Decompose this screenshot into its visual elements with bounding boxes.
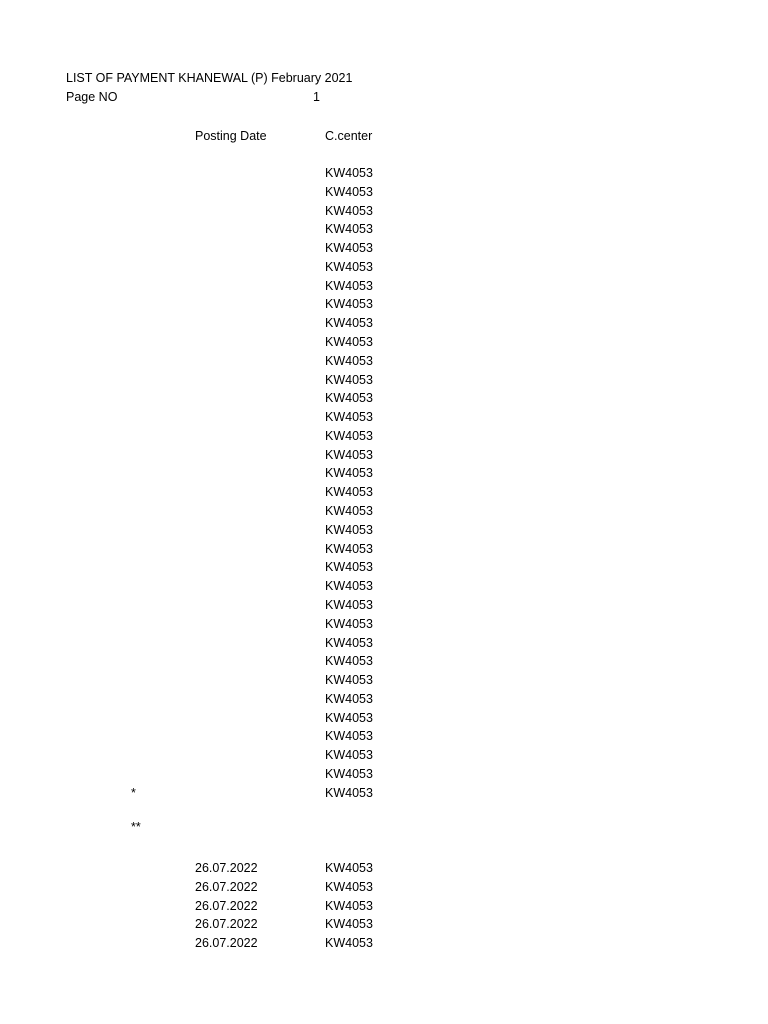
row-cost-center: KW4053: [325, 241, 373, 256]
table-row: [0, 636, 768, 655]
row-cost-center: KW4053: [325, 616, 373, 631]
table-row: [0, 185, 768, 204]
table-row: [0, 673, 768, 692]
table-row: [0, 466, 768, 485]
table-row: [0, 861, 768, 880]
row-cost-center: KW4053: [325, 691, 373, 706]
row-cost-center: KW4053: [325, 485, 373, 500]
row-cost-center: KW4053: [325, 560, 373, 575]
table-row: [0, 711, 768, 730]
row-cost-center: KW4053: [325, 466, 373, 481]
row-cost-center: KW4053: [325, 522, 373, 537]
row-cost-center: KW4053: [325, 203, 373, 218]
row-cost-center: KW4053: [325, 316, 373, 331]
group-marker-double: **: [131, 820, 141, 834]
row-posting-date: 26.07.2022: [195, 936, 258, 950]
table-row: [0, 166, 768, 185]
column-header-cost-center: C.center: [325, 129, 373, 143]
row-marker: *: [131, 785, 136, 800]
table-row: [0, 448, 768, 467]
row-cost-center: KW4053: [325, 410, 373, 425]
row-cost-center: KW4053: [325, 166, 373, 180]
row-cost-center: KW4053: [325, 635, 373, 650]
column-header-posting-date: Posting Date: [195, 129, 267, 143]
row-cost-center: KW4053: [325, 335, 373, 350]
row-cost-center: KW4053: [325, 936, 373, 950]
row-cost-center: KW4053: [325, 766, 373, 781]
table-row: [0, 335, 768, 354]
row-cost-center: KW4053: [325, 654, 373, 669]
row-cost-center: KW4053: [325, 504, 373, 519]
table-row: [0, 297, 768, 316]
table-row: [0, 222, 768, 241]
table-row: [0, 279, 768, 298]
row-cost-center: KW4053: [325, 428, 373, 443]
row-cost-center: KW4053: [325, 541, 373, 556]
table-row: [0, 899, 768, 918]
row-cost-center: KW4053: [325, 278, 373, 293]
table-row: [0, 654, 768, 673]
table-row: [0, 917, 768, 936]
table-row: [0, 504, 768, 523]
row-cost-center: KW4053: [325, 579, 373, 594]
table-row: [0, 617, 768, 636]
table-row: [0, 410, 768, 429]
table-row: [0, 204, 768, 223]
row-cost-center: KW4053: [325, 748, 373, 763]
report-title: LIST OF PAYMENT KHANEWAL (P) February 2021: [66, 71, 353, 85]
table-row: [0, 523, 768, 542]
row-cost-center: KW4053: [325, 297, 373, 312]
row-posting-date: 26.07.2022: [195, 898, 258, 913]
table-row: [0, 936, 768, 955]
row-cost-center: KW4053: [325, 785, 373, 800]
table-row: [0, 598, 768, 617]
row-cost-center: KW4053: [325, 222, 373, 237]
row-posting-date: 26.07.2022: [195, 879, 258, 894]
table-row: [0, 429, 768, 448]
table-row: [0, 241, 768, 260]
row-cost-center: KW4053: [325, 729, 373, 744]
table-row: [0, 316, 768, 335]
row-cost-center: KW4053: [325, 917, 373, 932]
table-row: [0, 391, 768, 410]
row-cost-center: KW4053: [325, 710, 373, 725]
table-row: [0, 485, 768, 504]
table-row: [0, 786, 768, 805]
table-row: [0, 579, 768, 598]
row-cost-center: KW4053: [325, 673, 373, 688]
table-row: [0, 260, 768, 279]
row-cost-center: KW4053: [325, 861, 373, 875]
table-row: [0, 692, 768, 711]
page-number-value: 1: [313, 90, 320, 104]
table-row: [0, 880, 768, 899]
row-cost-center: KW4053: [325, 372, 373, 387]
row-cost-center: KW4053: [325, 597, 373, 612]
page-number-label: Page NO: [66, 90, 118, 104]
row-cost-center: KW4053: [325, 898, 373, 913]
row-cost-center: KW4053: [325, 879, 373, 894]
table-row: [0, 748, 768, 767]
table-row: [0, 729, 768, 748]
row-posting-date: 26.07.2022: [195, 917, 258, 932]
row-cost-center: KW4053: [325, 391, 373, 406]
table-row: [0, 767, 768, 786]
table-row: [0, 354, 768, 373]
row-posting-date: 26.07.2022: [195, 861, 258, 875]
table-row: [0, 542, 768, 561]
table-row: [0, 373, 768, 392]
table-row: [0, 560, 768, 579]
row-cost-center: KW4053: [325, 353, 373, 368]
row-cost-center: KW4053: [325, 259, 373, 274]
row-cost-center: KW4053: [325, 184, 373, 199]
row-cost-center: KW4053: [325, 447, 373, 462]
